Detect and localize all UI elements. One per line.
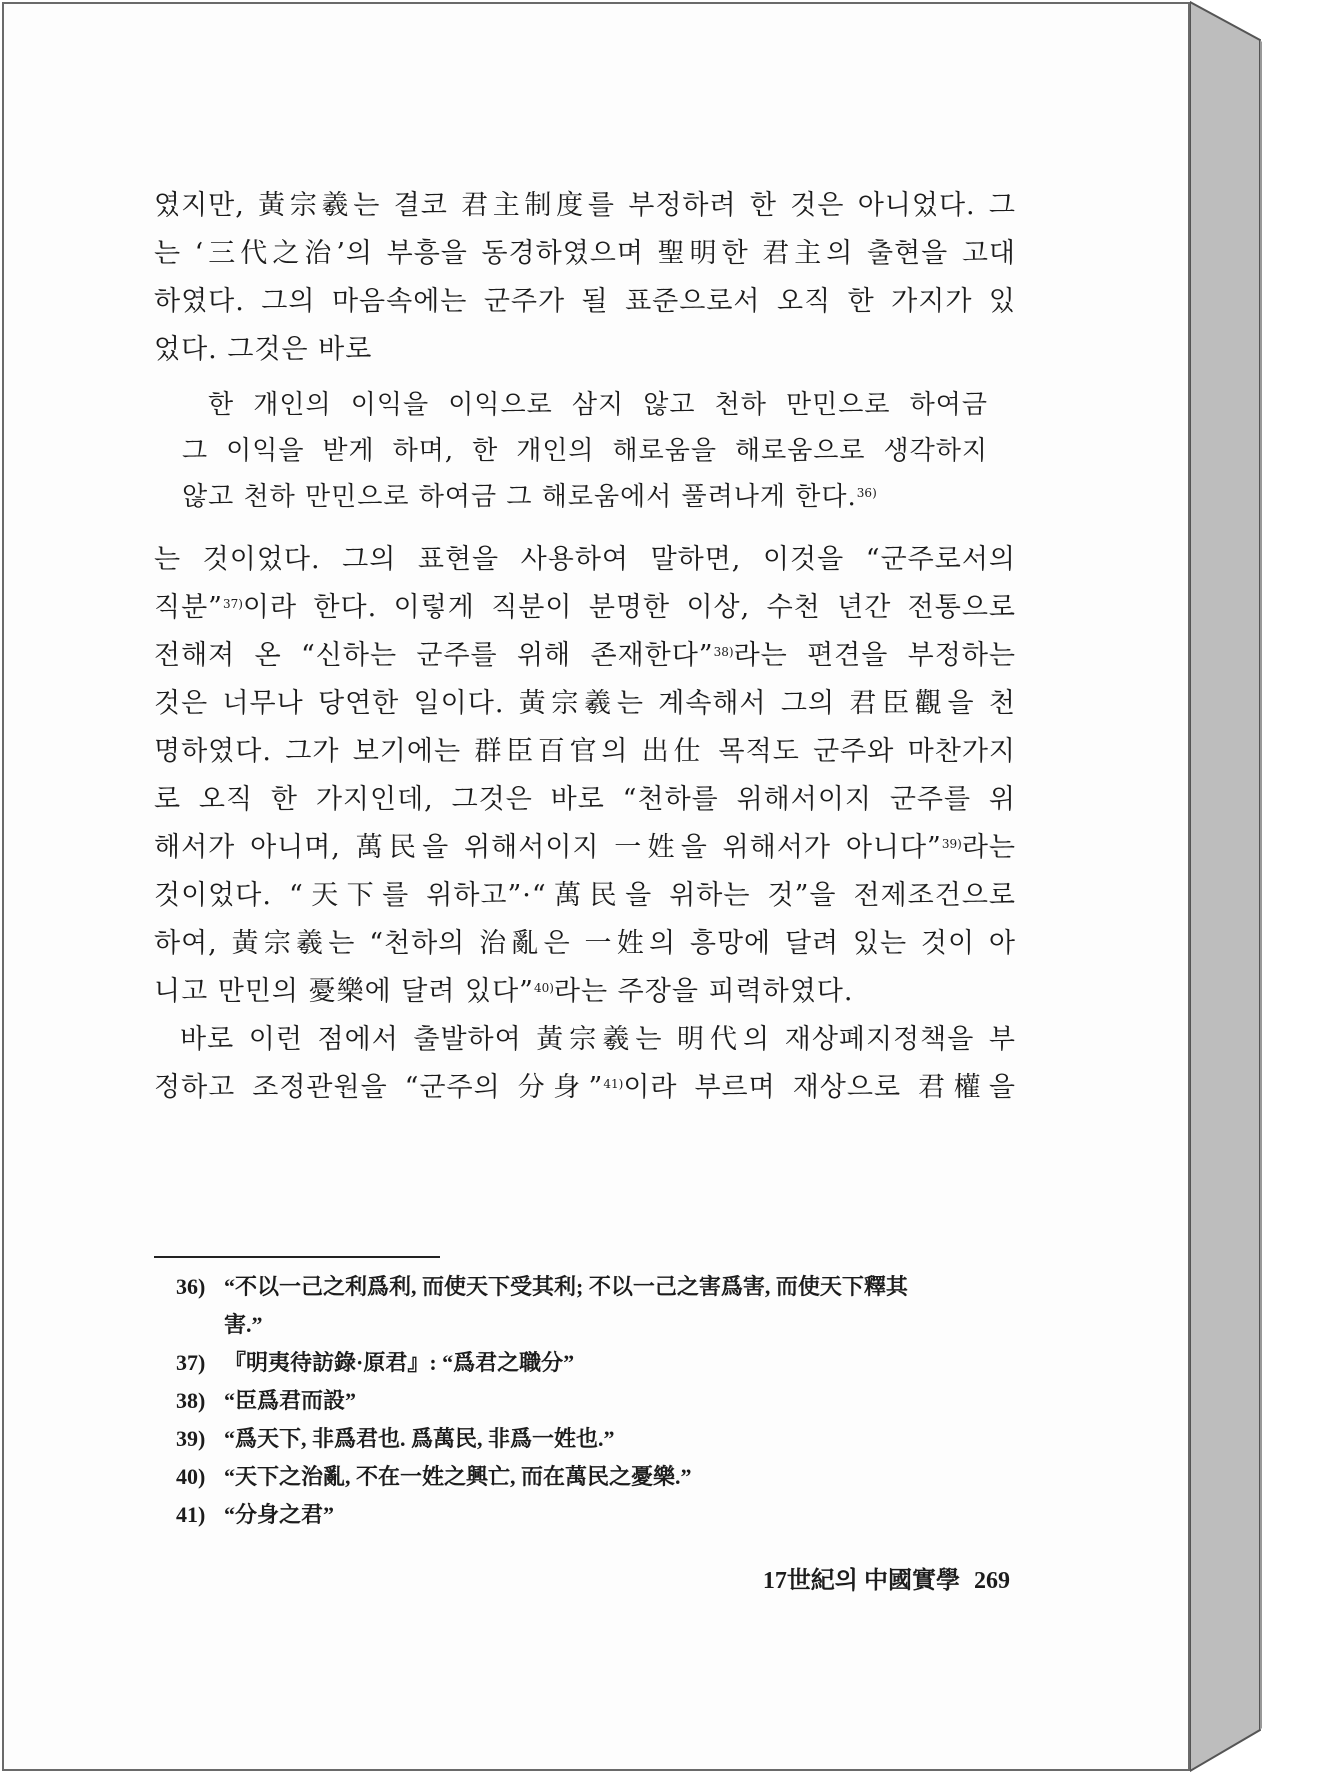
footnote-ref[interactable]: 38) [713,645,734,659]
text-line [154,824,1016,872]
footnote-divider [154,1256,440,1258]
text-line: 는 ‘三代之治’의 부흥을 동경하였으며 聖明한 君主의 출현을 고대 [154,238,1016,269]
text-segment: 이라 부르며 재상으로 君權을 [623,1072,1016,1103]
running-title: 17世紀의 中國實學 [762,1568,960,1594]
text-line: 하여, 黃宗羲는 “천하의 治亂은 一姓의 흥망에 달려 있는 것이 아 [154,928,1016,959]
footnote-text: “不以一己之利爲利, 而使天下受其利; 不以一己之害爲害, 而使天下釋其 [224,1274,908,1299]
text-segment: 전해져 온 “신하는 군주를 위해 존재한다” [154,640,714,671]
page-number: 269 [974,1568,1010,1594]
text-line: 하였다. 그의 마음속에는 군주가 될 표준으로서 오직 한 가지가 있 [154,286,1016,317]
text-line [154,1064,1016,1112]
footnote-item [176,1496,1016,1534]
footnote-item [176,1458,1016,1496]
footnote-ref[interactable]: 40) [533,981,554,995]
text-segment: 직분” [154,592,223,623]
text-line: 것은 너무나 당연한 일이다. 黃宗羲는 계속해서 그의 君臣觀을 천 [154,688,1016,719]
quote-line: 한 개인의 이익을 이익으로 삼지 않고 천하 만민으로 하여금 [208,390,988,420]
footnote-text: 『明夷待訪錄·原君』: “爲君之職分” [224,1350,575,1375]
text-line: 였지만, 黃宗羲는 결코 君主制度를 부정하려 한 것은 아니었다. 그 [154,190,1016,221]
quote-line-text: 않고 천하 만민으로 하여금 그 해로움에서 풀려나게 한다. [182,482,857,512]
book-spine [1190,0,1332,1773]
paragraph-1 [154,182,1016,374]
footnote-number: 40) [176,1464,206,1489]
footnote-text: “分身之君” [224,1502,335,1527]
text-segment: 라는 주장을 피력하였다. [553,976,854,1007]
paragraph-3 [154,1016,1016,1112]
footnote-text: “臣爲君而設” [224,1388,357,1413]
footnote-item [176,1344,1016,1382]
text-segment: 이라 한다. 이렇게 직분이 분명한 이상, 수천 년간 전통으로 [242,592,1016,623]
text-line [154,584,1016,632]
text-line: 명하였다. 그가 보기에는 群臣百官의 出仕 목적도 군주와 마찬가지 [154,736,1016,767]
footnote-item [176,1268,1016,1344]
footnote-number: 39) [176,1426,206,1451]
footnote-ref[interactable]: 41) [603,1077,624,1091]
text-line: 바로 이런 점에서 출발하여 黃宗羲는 明代의 재상폐지정책을 부 [180,1024,1016,1055]
footnote-number: 41) [176,1502,206,1527]
footnote-text-continuation: 害.” [224,1312,263,1337]
text-segment: 니고 만민의 憂樂에 달려 있다” [154,976,534,1007]
footnote-item [176,1420,1016,1458]
book-page [2,2,1190,1771]
quote-line: 그 이익을 받게 하며, 한 개인의 해로움을 해로움으로 생각하지 [182,436,988,466]
footnote-text: “爲天下, 非爲君也. 爲萬民, 非爲一姓也.” [224,1426,615,1451]
text-line: 는 것이었다. 그의 표현을 사용하여 말하면, 이것을 “군주로서의 [154,544,1016,575]
text-segment: 해서가 아니며, 萬民을 위해서이지 一姓을 위해서가 아니다” [154,832,942,863]
text-line: 것이었다. “天下를 위하고”·“萬民을 위하는 것”을 전제조건으로 [154,880,1016,911]
text-line [154,968,1016,1016]
footnote-number: 36) [176,1274,206,1299]
quote-line [182,474,988,520]
block-quote [182,382,988,520]
footnote-ref[interactable]: 37) [222,597,243,611]
text-segment: 라는 편견을 부정하는 [733,640,1016,671]
text-line [154,632,1016,680]
text-line: 로 오직 한 가지인데, 그것은 바로 “천하를 위해서이지 군주를 위 [154,784,1016,815]
paragraph-2 [154,536,1016,1016]
footnote-text: “天下之治亂, 不在一姓之興亡, 而在萬民之憂樂.” [224,1464,692,1489]
text-segment: 라는 [961,832,1016,863]
text-line: 었다. 그것은 바로 [154,334,373,365]
footnote-ref[interactable]: 39) [941,837,962,851]
running-footer [763,1560,1010,1595]
footnote-number: 38) [176,1388,206,1413]
text-segment: 정하고 조정관원을 “군주의 分身” [154,1072,604,1103]
footnote-number: 37) [176,1350,206,1375]
footnotes [176,1268,1016,1534]
footnote-ref[interactable]: 36) [856,486,877,500]
footnote-item [176,1382,1016,1420]
